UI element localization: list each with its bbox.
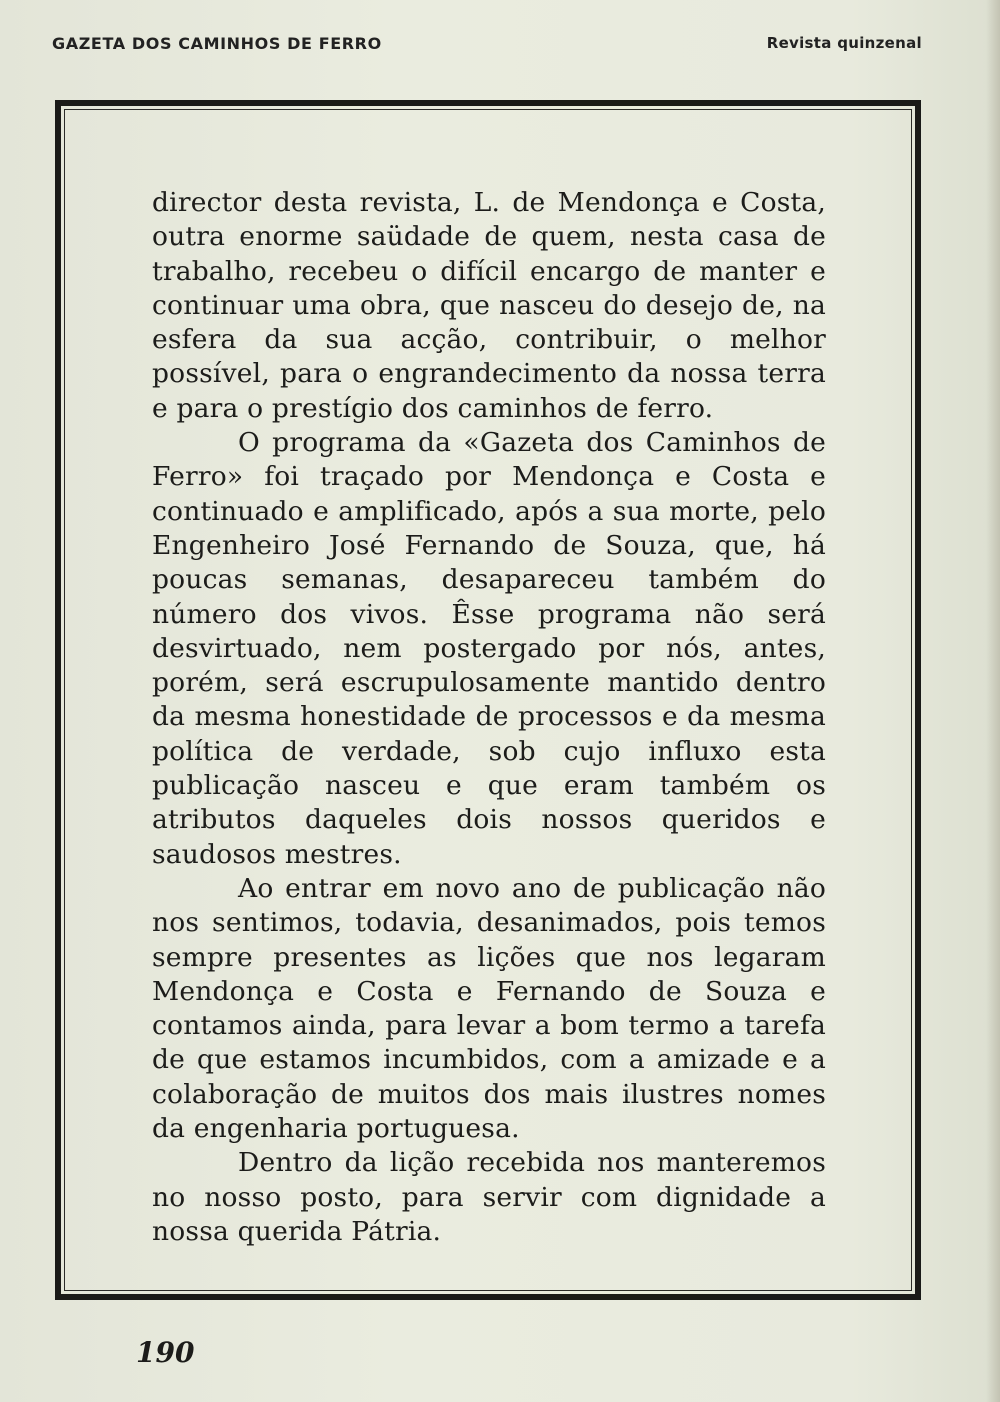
paragraph-2: O programa da «Gazeta dos Caminhos de Ferro» foi traçado por Mendonça e Costa e continuado e amplificado, após a sua morte, pelo Engenheiro José Fernando de Souza, que, há poucas semanas, desapareceu também do número dos vivos. Êsse programa não será desvirtuado, nem postergado por nós, antes, porém, será escrupulosamente mantido dentro da mesma honestidade de processos e da mesma política de verdade, sob cujo influxo esta publicação nasceu e que eram também os atributos daqueles dois nossos queridos e saudosos mestres. bbox=[152, 427, 826, 870]
paragraph-3: Ao entrar em novo ano de publicação não nos sentimos, todavia, desanimados, pois temos sempre presentes as lições que nos legaram Mendonça e Costa e Fernando de Souza e contamos ainda, para levar a bom termo a tarefa de que estamos incumbidos, com a amizade e a colaboração de muitos dos mais ilustres nomes da engenharia portuguesa. bbox=[152, 872, 826, 1145]
running-head bbox=[52, 34, 922, 58]
page-edge-shadow bbox=[986, 0, 1000, 1402]
paragraph-1: director desta revista, L. de Mendonça e Costa, outra enorme saüdade de quem, nesta casa de trabalho, recebeu o difícil encargo de manter e continuar uma obra, que nasceu do desejo de, na esfera da sua acção, contribuir, o melhor possível, para o engrandecimento da nossa terra e para o prestígio dos caminhos de ferro. bbox=[152, 187, 826, 424]
paragraph-4: Dentro da lição recebida nos manteremos no nosso posto, para servir com dignidade a nossa querida Pátria. bbox=[152, 1147, 826, 1247]
article-body bbox=[152, 186, 826, 1249]
page-number: 190 bbox=[136, 1336, 195, 1369]
journal-subtitle: Revista quinzenal bbox=[766, 34, 922, 52]
journal-title: GAZETA DOS CAMINHOS DE FERRO bbox=[52, 34, 382, 53]
